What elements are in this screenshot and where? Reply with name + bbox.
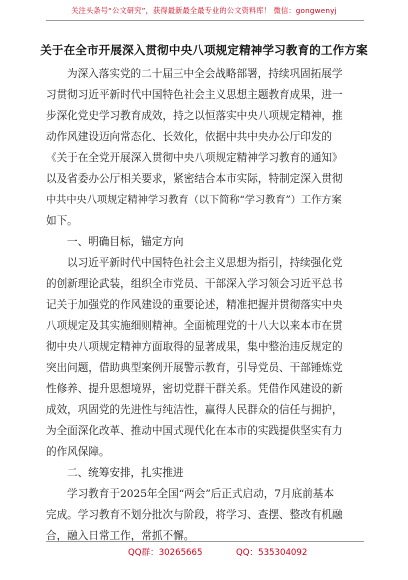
body-line: 《关于在全党开展深入贯彻中央八项规定精神学习教育的通知》	[46, 152, 343, 164]
footer-qq-group: QQ群：30265665	[128, 548, 203, 558]
body-line: 彻中央八项规定精神方面取得的显著成果，集中整治违反规定的	[46, 341, 343, 353]
body-line: 为全面深化改革、推动中国式现代化在本市的实践提供坚实有力	[46, 425, 343, 437]
header-divider	[46, 20, 364, 21]
body-line: 突出问题，借助典型案例开展警示教育，引导党员、干部锤炼党	[46, 362, 343, 374]
body-line: 学习教育于2025年全国“两会”后正式启动，7月底前基本	[67, 488, 334, 500]
body-line: 动作风建设迈向常态化、长效化，依据中共中央办公厅印发的	[46, 131, 333, 143]
body-line: 步深化党史学习教育成效，持之以恒落实中央八项规定精神，推	[46, 110, 343, 122]
section-heading-1: 一、明确目标，锚定方向	[67, 236, 184, 248]
body-line: 的创新理论武装，组织全市党员、干部深入学习领会习近平总书	[46, 278, 343, 290]
top-banner: 关注头条号“公文研究”，获得最新最全最专业的公文资料库！ 微信：gongwenyj	[71, 6, 337, 15]
body-line: 中共中央八项规定精神学习教育（以下简称“学习教育”）工作方案	[46, 195, 342, 206]
section-heading-2: 二、统筹安排，扎实推进	[67, 467, 184, 479]
body-line: 八项规定及其实施细则精神。全面梳理党的十八大以来本市在贯	[46, 320, 343, 332]
body-line: 习贯彻习近平新时代中国特色社会主义思想主题教育成果，进一	[46, 89, 343, 101]
footer-qq: QQ：535304092	[236, 548, 308, 558]
body-line: 性修养、提升思想境界，密切党群干群关系。凭借作风建设的新	[46, 383, 343, 395]
body-line: 以及省委办公厅相关要求，紧密结合本市实际，特制定深入贯彻	[46, 173, 343, 185]
body-line: 以习近平新时代中国特色社会主义思想为指引，持续强化党	[67, 257, 343, 269]
body-line: 合，融入日常工作，常抓不懈。	[46, 530, 195, 542]
body-line: 成效，巩固党的先进性与纯洁性，赢得人民群众的信任与拥护，	[46, 404, 343, 416]
body-line: 记关于加强党的作风建设的重要论述，精准把握并贯彻落实中央	[46, 299, 343, 311]
body-line: 为深入落实党的二十届三中全会战略部署，持续巩固拓展学	[67, 68, 343, 80]
body-line: 的作风保障。	[46, 446, 110, 458]
document-title: 关于在全市开展深入贯彻中央八项规定精神学习教育的工作方案	[40, 43, 368, 57]
footer-divider	[46, 541, 364, 542]
body-line: 完成。学习教育不划分批次与阶段，将学习、查摆、整改有机融	[46, 509, 343, 521]
body-line: 如下。	[46, 215, 78, 227]
